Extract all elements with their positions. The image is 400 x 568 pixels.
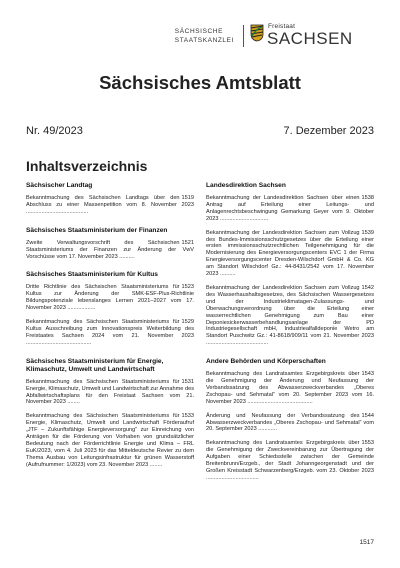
entry-page: 1521: [181, 239, 194, 246]
toc-entry[interactable]: [206, 413, 374, 434]
entry-text: Bekanntmachung der Landesdirektion Sachsen zum Vollzug des Wasserhaushaltsgesetzes, des Sächsischen Wassergesetzes und der Industrieklimatagen-Zulassungs- und Überwachungsverordnung über die Erteilung einer wasserrechtlichen Genehmigung zum Bau einer Deponiesickerwasserbehandlungsanlage der PD Industriegesellschaft mbH, Industriealfalldeponie Wetro am Standort Puschwitz Gz.: 41-8618/909/11 vom 21. November 2023 ........................................: [206, 284, 374, 347]
entry-page: 1529: [181, 319, 194, 326]
toc-entry[interactable]: [206, 195, 374, 223]
section-heading: Landesdirektion Sachsen: [206, 182, 286, 189]
toc-section: [26, 271, 194, 346]
entry-text: Dritte Richtlinie des Sächsischen Staatsministeriums für Kultus zur Änderung der SMK-ESF-Plus-Richtlinie Bildungspotenziale lebenslanges Lernen 2021–2027 vom 17. November 2023 ..................: [26, 284, 194, 312]
logo-sachsen-text: SACHSEN: [267, 29, 353, 48]
entry-page: 1544: [361, 412, 374, 419]
toc-entry[interactable]: [26, 195, 194, 216]
freistaat-sachsen-logo: [250, 24, 374, 50]
toc-entry[interactable]: [26, 319, 194, 347]
entry-text: Bekanntmachung des Sächsischen Staatsministeriums für Energie, Klimaschutz, Umwelt und Landwirtschaft zur Annahme des Abfallwirtschaftsplans für den Freistaat Sachsen vom 21. November 2023 ........: [26, 378, 194, 406]
toc-entry[interactable]: [26, 413, 194, 468]
issuer-name: [175, 28, 234, 45]
toc-section: [26, 358, 194, 469]
page-number: 1517: [359, 539, 374, 546]
section-heading: Sächsisches Staatsministerium der Finanzen: [26, 226, 168, 234]
issuer-line-2: STAATSKANZLEI: [174, 36, 234, 44]
toc-section: [26, 227, 194, 261]
entry-page: 1519: [181, 195, 194, 201]
entry-page: 1539: [361, 229, 374, 236]
entry-text: Bekanntmachung des Sächsischen Staatsministeriums für Energie, Klimaschutz, Umwelt und Landwirtschaft Förderaufruf „JTF – Zukunftsfähige Energieversorgung“ zur Einreichung von Anträgen für die Förderung von Vorhaben von grundsätzlicher Bedeutung nach der Förderrichtlinie Energie und Klima – FRL EuK/2023, vom 4. Juli 2023 für das Mitteldeutsche Revier zu dem Thema Ausbau von Leitungsinfrastruktur für grünen Wasserstoff (Aufrufnummer: 1/2023) vom 23. November 2023 ........: [26, 413, 194, 468]
publication-title: Sächsisches Amtsblatt: [99, 72, 301, 93]
issue-date: 7. Dezember 2023: [283, 125, 374, 137]
issue-row: [26, 125, 374, 137]
toc-entry[interactable]: [26, 284, 194, 312]
masthead-divider: [243, 25, 244, 47]
entry-page: 1543: [361, 371, 374, 378]
toc-left-column: [26, 182, 194, 480]
masthead: [26, 22, 374, 52]
entry-text: Bekanntmachung des Sächsischen Staatsministeriums für Kultus Ausschreibung zum Innovationspreis Weiterbildung des Freistaates Sachsen 2024 vom 21. November 2023 ..........................................: [26, 319, 194, 346]
entry-text: Bekanntmachung des Landratsamtes Erzgebirgskreis über die Genehmigung der Änderung und Neufassung der Verbandssatzung des Abwasserzweckverbandes „Oberes Zschopau- und Sehmatal“ vom 20. September 2023 vom 16. November 2023 ..........................................: [206, 371, 374, 405]
toc-heading: Inhaltsverzeichnis: [26, 158, 148, 174]
entry-text: Zweite Verwaltungsvorschrift des Sächsischen Staatsministeriums der Finanzen zur Änderung der VwV Vorschüsse vom 17. November 2023 ..........: [26, 239, 194, 260]
entry-page: 1531: [181, 378, 194, 385]
entry-text: Bekanntmachung der Landesdirektion Sachsen über einen Antrag auf Erteilung einer Leitungs- und Anlagenrechtsbeschwingung Gemarkung Geyer vom 9. Oktober 2023 ...............................: [206, 195, 374, 222]
section-heading: Andere Behörden und Körperschaften: [206, 358, 326, 366]
entry-text: Bekanntmachung der Landesdirektion Sachsen zum Vollzug des Bundes-Immissionsschutzgesetzes über die Erteilung einer ersten immissionsschutzrechtlichen Teilgenehmigung für die Modernisierung des Energieversorgungscenters EVC 1 der Firma Energieversorgungscenter Dresden-Wilschdorf GmbH & Co. KG am Standort Wilschdorf Gz.: 44-8431/2542 vom 17. November 2023 ..........: [206, 229, 374, 278]
toc-right-column: [206, 182, 374, 493]
entry-text: Änderung und Neufassung der Verbandssatzung des Abwasserzweckverbandes „Oberes Zschopau- und Sehmatal“ vom 20. September 2023 ............: [206, 412, 374, 433]
toc-section: [206, 182, 374, 347]
entry-page: 1533: [181, 413, 194, 420]
issuer-line-1: SÄCHSISCHE: [174, 28, 224, 35]
toc-section: [26, 182, 194, 216]
toc-entry[interactable]: [206, 440, 374, 481]
entry-page: 1538: [361, 195, 374, 201]
toc-entry[interactable]: [26, 379, 194, 407]
toc-entry[interactable]: [26, 240, 194, 261]
issue-number: Nr. 49/2023: [26, 125, 83, 137]
entry-page: 1553: [361, 440, 374, 447]
entry-page: 1542: [361, 284, 374, 291]
entry-text: Bekanntmachung des Sächsischen Landtags über den Abschluss zu einer Massenpetition vom 8. November 2023 ........................................: [26, 195, 194, 215]
toc-entry[interactable]: [206, 371, 374, 406]
section-heading: Sächsischer Landtag: [26, 182, 93, 189]
section-heading: Sächsisches Staatsministerium für Energie, Klimaschutz, Umwelt und Landwirtschaft: [26, 357, 164, 373]
entry-text: Bekanntmachung des Landratsamtes Erzgebirgskreis über die Genehmigung der Zweckvereinbarung zur Übertragung der Aufgaben einer Schiedsstelle zwischen der Gemeinde Breitenbrunn/Erzgeb., der Stadt Johanngeorgenstadt und der Großen Kreisstadt Schwarzenberg/Erzgeb. vom 23. Oktober 2023 ..................................: [206, 440, 374, 481]
section-heading: Sächsisches Staatsministerium für Kultus: [26, 271, 158, 279]
entry-page: 1523: [181, 284, 194, 291]
toc-entry[interactable]: [206, 285, 374, 347]
logo-freistaat-text: Freistaat: [268, 23, 296, 30]
toc-entry[interactable]: [206, 230, 374, 278]
toc-section: [206, 358, 374, 482]
saxony-crest-icon: [250, 24, 264, 42]
